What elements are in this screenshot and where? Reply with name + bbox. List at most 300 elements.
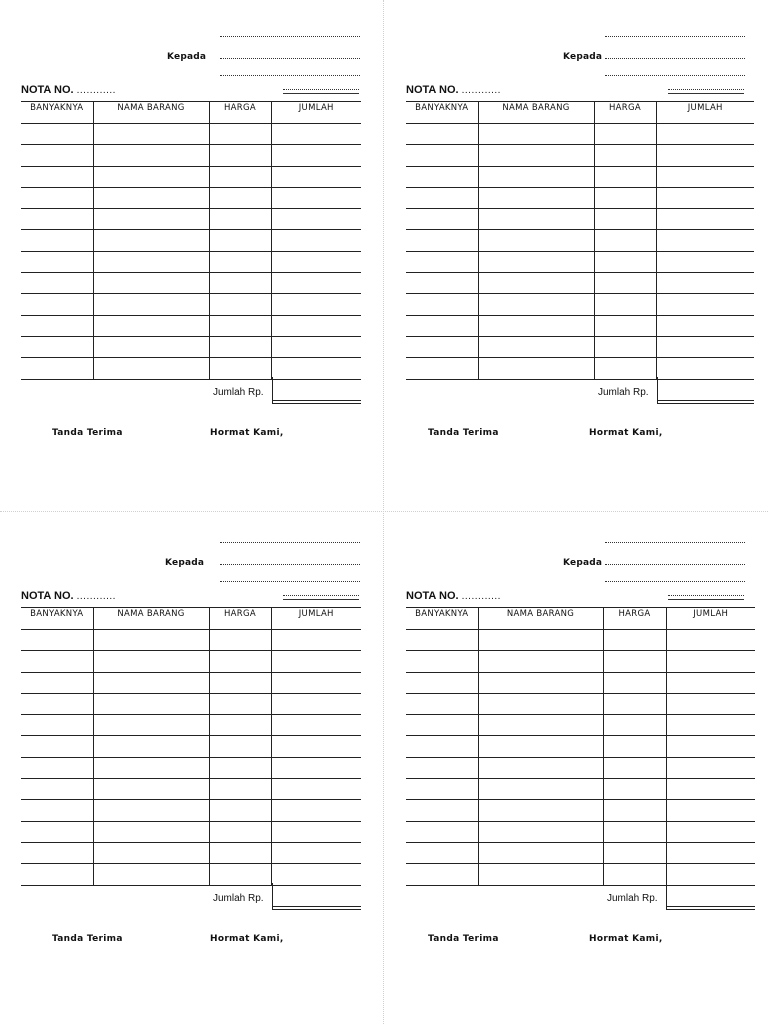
col-banyaknya-cell[interactable] <box>406 715 478 736</box>
date-line[interactable] <box>668 89 744 94</box>
address-line-1[interactable] <box>220 36 360 37</box>
table-row <box>406 187 754 208</box>
table-row <box>406 166 754 187</box>
col-banyaknya-cell[interactable] <box>21 166 93 187</box>
table-row <box>21 779 361 800</box>
col-harga-cell[interactable] <box>209 779 271 800</box>
col-harga-cell[interactable] <box>594 230 656 251</box>
col-harga-cell[interactable] <box>594 187 656 208</box>
col-nama-barang-cell[interactable] <box>478 842 603 863</box>
table-row <box>406 651 755 672</box>
col-jumlah-cell[interactable] <box>271 672 361 693</box>
col-nama-barang-header: NAMA BARANG <box>478 608 603 630</box>
col-harga-cell[interactable] <box>209 209 271 230</box>
col-banyaknya-cell[interactable] <box>21 251 93 272</box>
col-harga-cell[interactable] <box>603 864 666 885</box>
nota-label: NOTA NO. <box>406 84 459 96</box>
col-nama-barang-cell[interactable] <box>478 736 603 757</box>
col-jumlah-cell[interactable] <box>656 187 754 208</box>
nota-number-field[interactable]: ............ <box>76 591 116 602</box>
address-line-3[interactable] <box>605 581 745 582</box>
col-harga-cell[interactable] <box>209 294 271 315</box>
col-jumlah-cell[interactable] <box>271 251 361 272</box>
col-banyaknya-cell[interactable] <box>21 294 93 315</box>
col-harga-header: HARGA <box>594 102 656 124</box>
col-nama-barang-cell[interactable] <box>478 821 603 842</box>
col-harga-cell[interactable] <box>209 251 271 272</box>
col-jumlah-cell[interactable] <box>666 651 755 672</box>
col-nama-barang-cell[interactable] <box>93 209 209 230</box>
table-row <box>21 230 361 251</box>
col-banyaknya-cell[interactable] <box>21 757 93 778</box>
col-harga-cell[interactable] <box>594 251 656 272</box>
col-nama-barang-cell[interactable] <box>93 672 209 693</box>
col-nama-barang-cell[interactable] <box>93 336 209 357</box>
col-harga-cell[interactable] <box>603 651 666 672</box>
col-banyaknya-cell[interactable] <box>21 715 93 736</box>
col-banyaknya-cell[interactable] <box>406 358 478 379</box>
col-jumlah-cell[interactable] <box>271 779 361 800</box>
table-row <box>406 124 754 145</box>
col-harga-cell[interactable] <box>209 630 271 651</box>
col-banyaknya-cell[interactable] <box>406 864 478 885</box>
col-harga-cell[interactable] <box>594 209 656 230</box>
address-line-1[interactable] <box>220 542 360 543</box>
col-banyaknya-cell[interactable] <box>21 630 93 651</box>
col-jumlah-cell[interactable] <box>271 315 361 336</box>
table-row <box>21 800 361 821</box>
table-row <box>406 230 754 251</box>
col-harga-cell[interactable] <box>594 145 656 166</box>
col-harga-cell[interactable] <box>603 630 666 651</box>
col-jumlah-header: JUMLAH <box>666 608 755 630</box>
col-nama-barang-header: NAMA BARANG <box>478 102 594 124</box>
total-amount-field[interactable] <box>657 400 754 404</box>
col-nama-barang-cell[interactable] <box>478 800 603 821</box>
col-banyaknya-cell[interactable] <box>21 187 93 208</box>
table-row <box>406 821 755 842</box>
hormat-kami-label: Hormat Kami, <box>589 934 663 944</box>
col-jumlah-cell[interactable] <box>666 757 755 778</box>
col-nama-barang-cell[interactable] <box>478 715 603 736</box>
table-row <box>21 864 361 885</box>
col-banyaknya-cell[interactable] <box>21 273 93 294</box>
col-banyaknya-header: BANYAKNYA <box>21 608 93 630</box>
table-row <box>21 757 361 778</box>
col-harga-cell[interactable] <box>603 757 666 778</box>
date-line[interactable] <box>283 595 359 600</box>
table-row <box>21 124 361 145</box>
items-table <box>21 607 361 886</box>
col-banyaknya-cell[interactable] <box>406 273 478 294</box>
col-harga-cell[interactable] <box>209 230 271 251</box>
col-jumlah-header: JUMLAH <box>271 102 361 124</box>
col-jumlah-cell[interactable] <box>271 336 361 357</box>
col-harga-cell[interactable] <box>603 779 666 800</box>
col-jumlah-cell[interactable] <box>666 864 755 885</box>
col-harga-cell[interactable] <box>603 821 666 842</box>
table-row <box>21 187 361 208</box>
col-harga-cell[interactable] <box>209 821 271 842</box>
nota-number-field[interactable]: ............ <box>76 85 116 96</box>
address-line-3[interactable] <box>220 581 360 582</box>
col-jumlah-header: JUMLAH <box>656 102 754 124</box>
table-row <box>21 842 361 863</box>
col-harga-cell[interactable] <box>594 273 656 294</box>
col-banyaknya-cell[interactable] <box>406 800 478 821</box>
col-nama-barang-cell[interactable] <box>478 251 594 272</box>
col-banyaknya-cell[interactable] <box>21 358 93 379</box>
col-nama-barang-cell[interactable] <box>93 358 209 379</box>
col-banyaknya-cell[interactable] <box>21 864 93 885</box>
address-line-2[interactable] <box>220 58 360 59</box>
nota-number-label <box>406 590 501 602</box>
col-banyaknya-header: BANYAKNYA <box>21 102 93 124</box>
col-banyaknya-cell[interactable] <box>406 842 478 863</box>
address-line-1[interactable] <box>605 36 745 37</box>
col-harga-cell[interactable] <box>209 715 271 736</box>
col-nama-barang-header: NAMA BARANG <box>93 608 209 630</box>
col-nama-barang-cell[interactable] <box>478 630 603 651</box>
col-harga-cell[interactable] <box>594 358 656 379</box>
col-harga-cell[interactable] <box>209 358 271 379</box>
col-banyaknya-cell[interactable] <box>406 124 478 145</box>
col-harga-cell[interactable] <box>603 736 666 757</box>
col-nama-barang-cell[interactable] <box>478 779 603 800</box>
table-row <box>406 315 754 336</box>
col-harga-cell[interactable] <box>603 842 666 863</box>
col-jumlah-cell[interactable] <box>271 294 361 315</box>
col-nama-barang-cell[interactable] <box>478 693 603 714</box>
col-nama-barang-cell[interactable] <box>93 294 209 315</box>
col-harga-cell[interactable] <box>209 864 271 885</box>
nota-label: NOTA NO. <box>406 590 459 602</box>
col-jumlah-cell[interactable] <box>666 672 755 693</box>
col-nama-barang-cell[interactable] <box>93 630 209 651</box>
col-nama-barang-cell[interactable] <box>93 800 209 821</box>
col-jumlah-cell[interactable] <box>656 273 754 294</box>
col-harga-cell[interactable] <box>594 166 656 187</box>
col-nama-barang-cell[interactable] <box>478 187 594 208</box>
col-banyaknya-cell[interactable] <box>406 209 478 230</box>
col-banyaknya-cell[interactable] <box>406 145 478 166</box>
col-banyaknya-cell[interactable] <box>21 315 93 336</box>
col-banyaknya-cell[interactable] <box>21 124 93 145</box>
col-jumlah-cell[interactable] <box>656 315 754 336</box>
col-banyaknya-cell[interactable] <box>21 693 93 714</box>
table-row <box>21 209 361 230</box>
col-jumlah-cell[interactable] <box>271 273 361 294</box>
col-nama-barang-cell[interactable] <box>93 693 209 714</box>
nota-label: NOTA NO. <box>21 590 74 602</box>
kepada-label: Kepada <box>167 52 207 62</box>
col-banyaknya-cell[interactable] <box>406 294 478 315</box>
col-nama-barang-cell[interactable] <box>93 842 209 863</box>
table-row <box>406 736 755 757</box>
nota-form-2 <box>406 0 766 470</box>
col-jumlah-cell[interactable] <box>271 187 361 208</box>
col-nama-barang-cell[interactable] <box>93 166 209 187</box>
total-amount-field[interactable] <box>666 906 755 910</box>
table-row <box>406 358 754 379</box>
table-row <box>21 294 361 315</box>
table-row <box>406 251 754 272</box>
table-row <box>406 273 754 294</box>
col-jumlah-cell[interactable] <box>666 736 755 757</box>
col-banyaknya-cell[interactable] <box>406 672 478 693</box>
items-table <box>406 101 754 380</box>
table-row <box>406 145 754 166</box>
col-nama-barang-cell[interactable] <box>478 230 594 251</box>
address-line-2[interactable] <box>220 564 360 565</box>
hormat-kami-label: Hormat Kami, <box>210 934 284 944</box>
col-jumlah-cell[interactable] <box>656 166 754 187</box>
col-jumlah-cell[interactable] <box>656 145 754 166</box>
col-jumlah-cell[interactable] <box>666 693 755 714</box>
col-nama-barang-cell[interactable] <box>478 124 594 145</box>
col-harga-cell[interactable] <box>594 336 656 357</box>
table-row <box>21 358 361 379</box>
col-harga-cell[interactable] <box>603 800 666 821</box>
col-nama-barang-cell[interactable] <box>93 864 209 885</box>
col-harga-header: HARGA <box>603 608 666 630</box>
col-jumlah-cell[interactable] <box>271 800 361 821</box>
col-harga-cell[interactable] <box>209 757 271 778</box>
col-harga-cell[interactable] <box>209 842 271 863</box>
col-jumlah-cell[interactable] <box>271 630 361 651</box>
col-jumlah-cell[interactable] <box>656 230 754 251</box>
col-jumlah-cell[interactable] <box>271 842 361 863</box>
col-banyaknya-cell[interactable] <box>21 230 93 251</box>
col-nama-barang-cell[interactable] <box>93 124 209 145</box>
col-banyaknya-cell[interactable] <box>21 800 93 821</box>
table-row <box>406 842 755 863</box>
col-harga-cell[interactable] <box>209 187 271 208</box>
table-row <box>21 336 361 357</box>
col-nama-barang-cell[interactable] <box>478 273 594 294</box>
col-jumlah-cell[interactable] <box>656 209 754 230</box>
col-banyaknya-cell[interactable] <box>21 779 93 800</box>
col-nama-barang-cell[interactable] <box>478 315 594 336</box>
tanda-terima-label: Tanda Terima <box>428 428 499 438</box>
table-row <box>21 145 361 166</box>
col-banyaknya-cell[interactable] <box>406 693 478 714</box>
total-amount-field[interactable] <box>272 400 361 404</box>
col-harga-cell[interactable] <box>603 693 666 714</box>
col-nama-barang-cell[interactable] <box>478 336 594 357</box>
total-amount-field[interactable] <box>272 906 361 910</box>
col-nama-barang-cell[interactable] <box>93 757 209 778</box>
col-banyaknya-cell[interactable] <box>406 315 478 336</box>
table-row <box>21 821 361 842</box>
col-banyaknya-cell[interactable] <box>406 230 478 251</box>
col-nama-barang-cell[interactable] <box>93 315 209 336</box>
col-nama-barang-cell[interactable] <box>478 757 603 778</box>
nota-number-label <box>21 590 116 602</box>
col-nama-barang-cell[interactable] <box>93 251 209 272</box>
col-harga-cell[interactable] <box>594 124 656 145</box>
col-jumlah-cell[interactable] <box>271 209 361 230</box>
col-nama-barang-cell[interactable] <box>478 358 594 379</box>
address-line-3[interactable] <box>605 75 745 76</box>
col-nama-barang-cell[interactable] <box>478 651 603 672</box>
address-line-3[interactable] <box>220 75 360 76</box>
col-jumlah-cell[interactable] <box>271 821 361 842</box>
kepada-label: Kepada <box>563 558 603 568</box>
col-banyaknya-cell[interactable] <box>21 672 93 693</box>
nota-number-label <box>21 84 116 96</box>
col-harga-cell[interactable] <box>603 672 666 693</box>
col-jumlah-cell[interactable] <box>656 124 754 145</box>
table-row <box>21 651 361 672</box>
col-jumlah-cell[interactable] <box>271 736 361 757</box>
col-jumlah-header: JUMLAH <box>271 608 361 630</box>
col-banyaknya-header: BANYAKNYA <box>406 608 478 630</box>
col-jumlah-cell[interactable] <box>271 757 361 778</box>
col-banyaknya-cell[interactable] <box>406 251 478 272</box>
col-jumlah-cell[interactable] <box>666 779 755 800</box>
col-banyaknya-cell[interactable] <box>21 336 93 357</box>
col-banyaknya-cell[interactable] <box>406 757 478 778</box>
col-nama-barang-cell[interactable] <box>478 145 594 166</box>
col-banyaknya-cell[interactable] <box>406 630 478 651</box>
col-nama-barang-cell[interactable] <box>478 672 603 693</box>
col-jumlah-cell[interactable] <box>666 842 755 863</box>
total-label: Jumlah Rp. <box>213 386 264 398</box>
tanda-terima-label: Tanda Terima <box>428 934 499 944</box>
col-banyaknya-cell[interactable] <box>406 736 478 757</box>
col-jumlah-cell[interactable] <box>656 336 754 357</box>
col-jumlah-cell[interactable] <box>656 251 754 272</box>
items-table <box>21 101 361 380</box>
col-nama-barang-cell[interactable] <box>93 821 209 842</box>
table-row <box>21 672 361 693</box>
col-banyaknya-cell[interactable] <box>406 651 478 672</box>
col-jumlah-cell[interactable] <box>666 800 755 821</box>
col-harga-cell[interactable] <box>603 715 666 736</box>
col-banyaknya-cell[interactable] <box>406 336 478 357</box>
col-harga-cell[interactable] <box>594 315 656 336</box>
col-jumlah-cell[interactable] <box>271 124 361 145</box>
col-nama-barang-cell[interactable] <box>478 294 594 315</box>
col-banyaknya-cell[interactable] <box>21 209 93 230</box>
col-harga-cell[interactable] <box>209 124 271 145</box>
col-banyaknya-header: BANYAKNYA <box>406 102 478 124</box>
col-jumlah-cell[interactable] <box>656 294 754 315</box>
nota-number-label <box>406 84 501 96</box>
nota-label: NOTA NO. <box>21 84 74 96</box>
table-row <box>406 693 755 714</box>
table-row <box>406 757 755 778</box>
tanda-terima-label: Tanda Terima <box>52 934 123 944</box>
address-line-2[interactable] <box>605 564 745 565</box>
col-nama-barang-cell[interactable] <box>93 779 209 800</box>
col-harga-cell[interactable] <box>209 672 271 693</box>
nota-number-field[interactable]: ............ <box>461 85 501 96</box>
hormat-kami-label: Hormat Kami, <box>210 428 284 438</box>
col-harga-cell[interactable] <box>209 336 271 357</box>
col-jumlah-cell[interactable] <box>271 715 361 736</box>
table-row <box>21 315 361 336</box>
col-harga-cell[interactable] <box>209 651 271 672</box>
col-jumlah-cell[interactable] <box>271 230 361 251</box>
nota-number-field[interactable]: ............ <box>461 591 501 602</box>
col-jumlah-cell[interactable] <box>656 358 754 379</box>
total-label: Jumlah Rp. <box>213 892 264 904</box>
col-nama-barang-cell[interactable] <box>93 145 209 166</box>
col-nama-barang-cell[interactable] <box>93 273 209 294</box>
table-row <box>406 630 755 651</box>
col-jumlah-cell[interactable] <box>271 651 361 672</box>
total-label: Jumlah Rp. <box>598 386 649 398</box>
table-row <box>406 800 755 821</box>
col-harga-header: HARGA <box>209 102 271 124</box>
col-nama-barang-cell[interactable] <box>93 715 209 736</box>
col-jumlah-cell[interactable] <box>271 145 361 166</box>
col-harga-cell[interactable] <box>209 693 271 714</box>
table-row <box>406 864 755 885</box>
col-banyaknya-cell[interactable] <box>406 187 478 208</box>
col-jumlah-cell[interactable] <box>271 864 361 885</box>
col-nama-barang-cell[interactable] <box>93 187 209 208</box>
items-table <box>406 607 755 886</box>
col-banyaknya-cell[interactable] <box>21 651 93 672</box>
table-row <box>21 715 361 736</box>
col-banyaknya-cell[interactable] <box>21 145 93 166</box>
tanda-terima-label: Tanda Terima <box>52 428 123 438</box>
col-harga-cell[interactable] <box>209 736 271 757</box>
col-harga-cell[interactable] <box>209 800 271 821</box>
nota-form-3 <box>21 506 381 976</box>
date-line[interactable] <box>668 595 744 600</box>
col-jumlah-cell[interactable] <box>666 821 755 842</box>
col-banyaknya-cell[interactable] <box>21 842 93 863</box>
table-row <box>21 273 361 294</box>
col-banyaknya-cell[interactable] <box>406 779 478 800</box>
table-row <box>21 251 361 272</box>
col-jumlah-cell[interactable] <box>271 166 361 187</box>
col-banyaknya-cell[interactable] <box>406 821 478 842</box>
col-nama-barang-cell[interactable] <box>478 864 603 885</box>
col-jumlah-cell[interactable] <box>666 715 755 736</box>
col-harga-cell[interactable] <box>594 294 656 315</box>
col-banyaknya-cell[interactable] <box>21 736 93 757</box>
address-line-2[interactable] <box>605 58 745 59</box>
col-harga-header: HARGA <box>209 608 271 630</box>
table-row <box>406 294 754 315</box>
col-jumlah-cell[interactable] <box>271 358 361 379</box>
col-nama-barang-cell[interactable] <box>93 651 209 672</box>
col-nama-barang-cell[interactable] <box>478 166 594 187</box>
col-jumlah-cell[interactable] <box>271 693 361 714</box>
date-line[interactable] <box>283 89 359 94</box>
address-line-1[interactable] <box>605 542 745 543</box>
nota-form-4 <box>406 506 766 976</box>
col-nama-barang-cell[interactable] <box>93 230 209 251</box>
col-harga-cell[interactable] <box>209 145 271 166</box>
table-row <box>406 779 755 800</box>
col-harga-cell[interactable] <box>209 273 271 294</box>
total-label: Jumlah Rp. <box>607 892 658 904</box>
col-harga-cell[interactable] <box>209 166 271 187</box>
col-jumlah-cell[interactable] <box>666 630 755 651</box>
col-nama-barang-cell[interactable] <box>93 736 209 757</box>
col-harga-cell[interactable] <box>209 315 271 336</box>
col-banyaknya-cell[interactable] <box>21 821 93 842</box>
col-nama-barang-cell[interactable] <box>478 209 594 230</box>
col-banyaknya-cell[interactable] <box>406 166 478 187</box>
table-row <box>406 209 754 230</box>
